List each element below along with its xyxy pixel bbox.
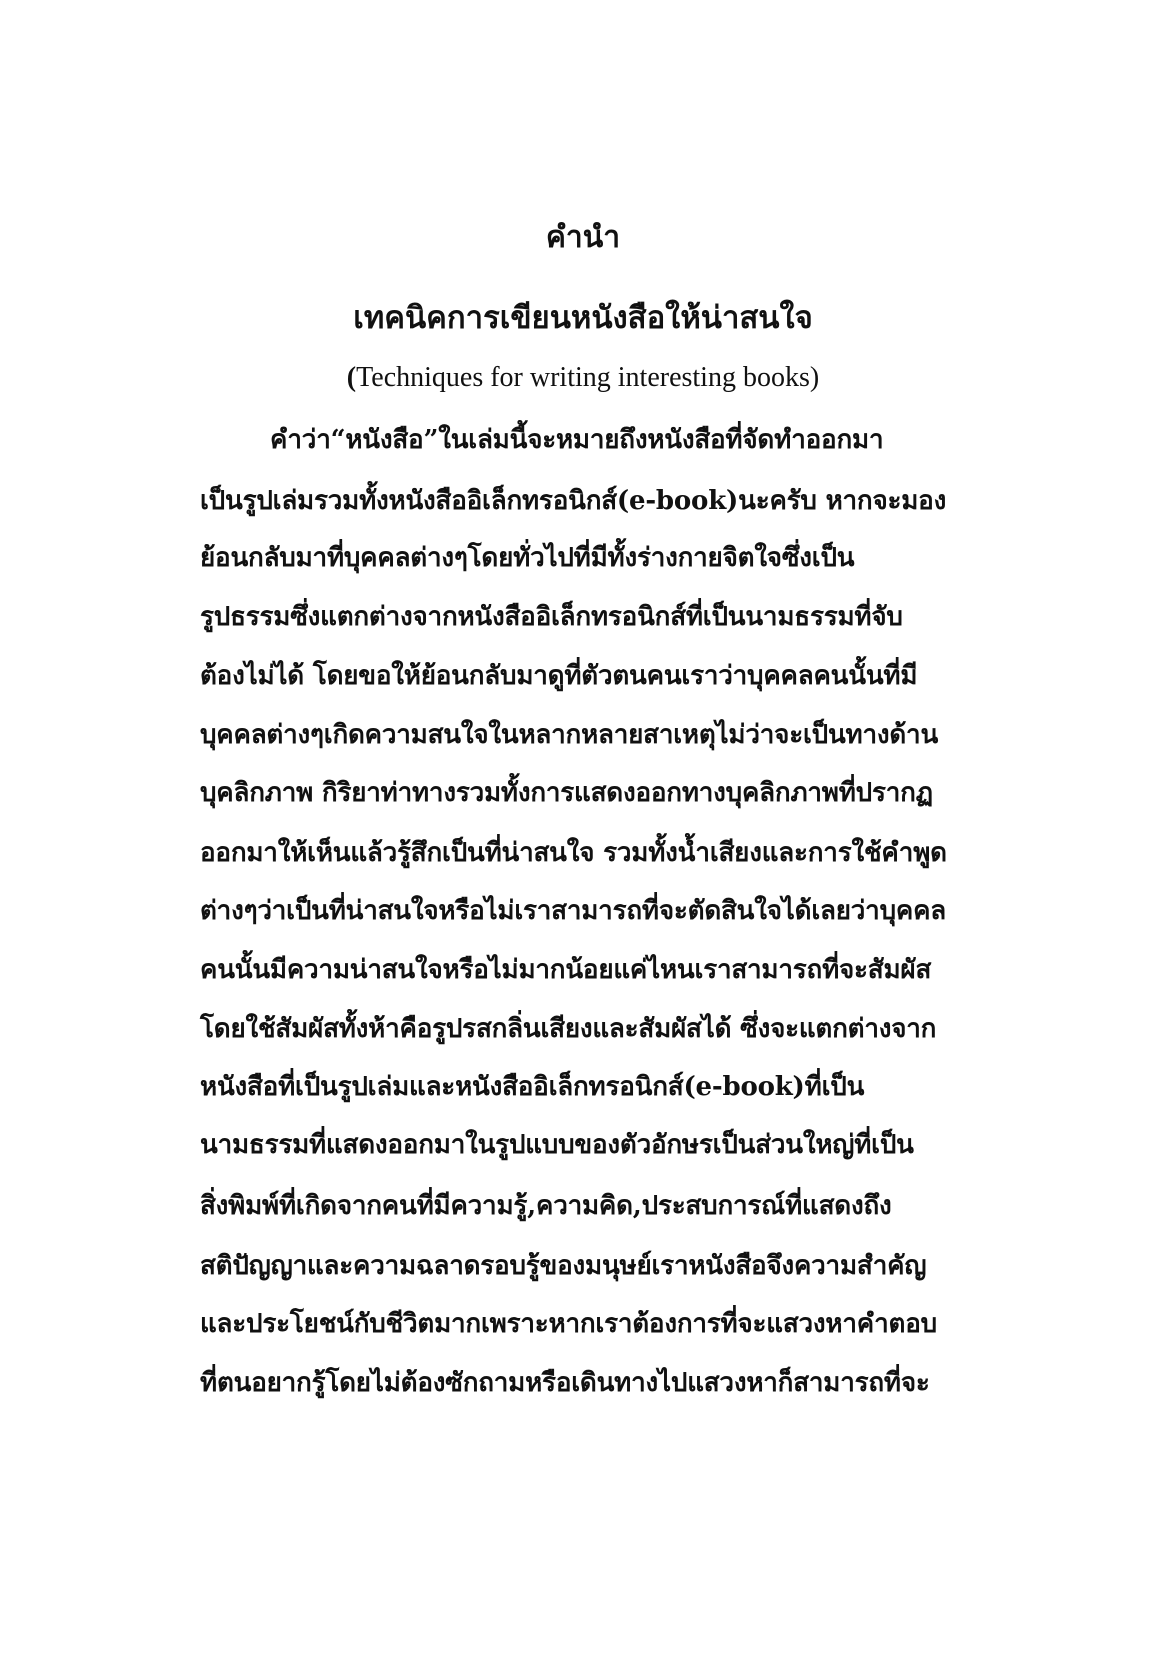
paragraph-line: นามธรรมที่แสดงออกมาในรูปแบบของตัวอักษรเป็นส่วนใหญ่ที่เป็น [200, 1130, 914, 1160]
paragraph-line: ออกมาให้เห็นแล้วรู้สึกเป็นที่น่าสนใจ รวมทั้งน้ำเสียงและการใช้คำพูด [200, 838, 947, 868]
paragraph-line: โดยใช้สัมผัสทั้งห้าคือรูปรสกลิ่นเสียงและสัมผัสได้ ซึ่งจะแตกต่างจาก [200, 1014, 937, 1044]
paragraph-line: บุคคลต่างๆเกิดความสนใจในหลากหลายสาเหตุไม่ว่าจะเป็นทางด้าน [200, 720, 939, 750]
paragraph-line: และประโยชน์กับชีวิตมากเพราะหากเราต้องการที่จะแสวงหาคำตอบ [200, 1309, 937, 1339]
subtitle-open-paren: ( [346, 362, 357, 393]
paragraph-line: ย้อนกลับมาที่บุคคลต่างๆโดยทั่วไปที่มีทั้งร่างกายจิตใจซึ่งเป็น [200, 543, 855, 573]
paragraph-line: คนนั้นมีความน่าสนใจหรือไม่มากน้อยแค่ไหนเราสามารถที่จะสัมผัส [200, 955, 932, 985]
preface-heading: คำนำ [545, 220, 621, 255]
paragraph-line: บุคลิกภาพ กิริยาท่าทางรวมทั้งการแสดงออกทางบุคลิกภาพที่ปรากฏ [200, 778, 933, 808]
paragraph-line: ต้องไม่ได้ โดยขอให้ย้อนกลับมาดูที่ตัวตนคนเราว่าบุคคลคนนั้นที่มี [200, 661, 918, 691]
subtitle-text: Techniques for writing interesting books) [356, 362, 820, 393]
paragraph-line: ที่ตนอยากรู้โดยไม่ต้องซักถามหรือเดินทางไปแสวงหาก็สามารถที่จะ [200, 1368, 930, 1398]
paragraph-line: สติปัญญาและความฉลาดรอบรู้ของมนุษย์เราหนังสือจึงความสำคัญ [200, 1251, 927, 1281]
paragraph-line: คำว่า“หนังสือ”ในเล่มนี้จะหมายถึงหนังสือที่จัดทำออกมา [270, 425, 884, 455]
paragraph-line: หนังสือที่เป็นรูปเล่มและหนังสืออิเล็กทรอนิกส์(e-book)ที่เป็น [200, 1072, 865, 1102]
paragraph-line: เป็นรูปเล่มรวมทั้งหนังสืออิเล็กทรอนิกส์(e-book)นะครับ หากจะมอง [200, 486, 947, 516]
document-subtitle [0, 362, 1166, 394]
document-title: เทคนิคการเขียนหนังสือให้น่าสนใจ [353, 300, 813, 336]
paragraph-line: รูปธรรมซึ่งแตกต่างจากหนังสืออิเล็กทรอนิกส์ที่เป็นนามธรรมที่จับ [200, 602, 903, 632]
paragraph-line: ต่างๆว่าเป็นที่น่าสนใจหรือไม่เราสามารถที่จะตัดสินใจได้เลยว่าบุคคล [200, 896, 947, 926]
paragraph-line: สิ่งพิมพ์ที่เกิดจากคนที่มีความรู้,ความคิด,ประสบการณ์ที่แสดงถึง [200, 1191, 892, 1221]
